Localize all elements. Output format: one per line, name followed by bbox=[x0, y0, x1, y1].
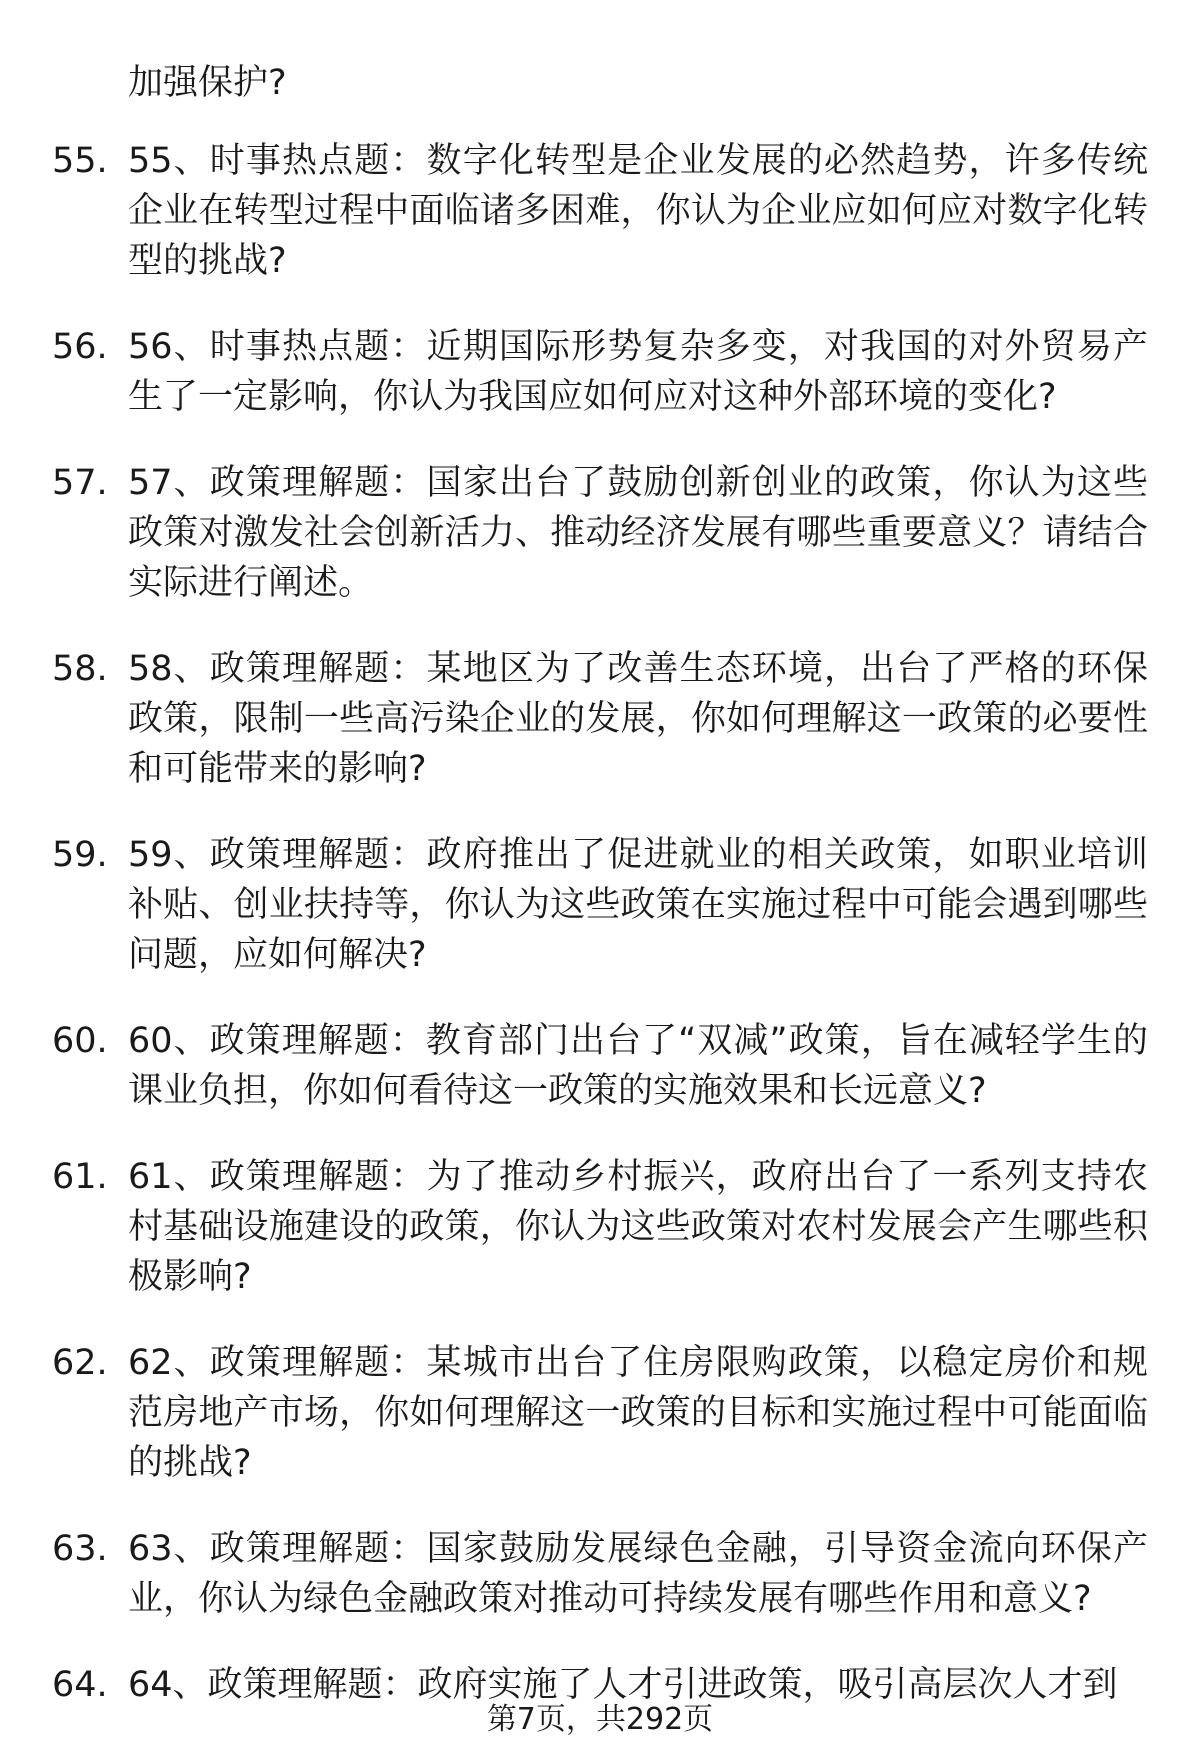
continuation-text: 加强保护? bbox=[128, 63, 287, 103]
question-number: 58. bbox=[52, 649, 108, 689]
question-text: 59、政策理解题：政府推出了促进就业的相关政策，如职业培训补贴、创业扶持等，你认为这些政策在实施过程中可能会遇到哪些问题，应如何解决? bbox=[128, 835, 1148, 975]
question-item bbox=[0, 136, 1200, 286]
question-item bbox=[0, 458, 1200, 608]
question-item bbox=[0, 322, 1200, 422]
question-number: 61. bbox=[52, 1157, 108, 1197]
question-text: 55、时事热点题：数字化转型是企业发展的必然趋势，许多传统企业在转型过程中面临诸多困难，你认为企业应如何应对数字化转型的挑战? bbox=[128, 141, 1148, 281]
question-item bbox=[0, 1152, 1200, 1302]
question-number: 62. bbox=[52, 1343, 108, 1383]
question-text: 63、政策理解题：国家鼓励发展绿色金融，引导资金流向环保产业，你认为绿色金融政策对推动可持续发展有哪些作用和意义? bbox=[128, 1529, 1148, 1619]
question-number: 60. bbox=[52, 1021, 108, 1061]
question-text: 64、政策理解题：政府实施了人才引进政策，吸引高层次人才到 bbox=[128, 1665, 1118, 1705]
page-number: 第7页，共292页 bbox=[486, 1702, 714, 1737]
question-number: 59. bbox=[52, 835, 108, 875]
question-text: 58、政策理解题：某地区为了改善生态环境，出台了严格的环保政策，限制一些高污染企业的发展，你如何理解这一政策的必要性和可能带来的影响? bbox=[128, 649, 1148, 789]
question-item bbox=[0, 644, 1200, 794]
question-text: 57、政策理解题：国家出台了鼓励创新创业的政策，你认为这些政策对激发社会创新活力、推动经济发展有哪些重要意义？请结合实际进行阐述。 bbox=[128, 463, 1148, 603]
question-item bbox=[0, 1016, 1200, 1116]
question-number: 56. bbox=[52, 327, 108, 367]
question-text: 60、政策理解题：教育部门出台了“双减”政策，旨在减轻学生的课业负担，你如何看待这一政策的实施效果和长远意义? bbox=[128, 1021, 1148, 1111]
question-text: 62、政策理解题：某城市出台了住房限购政策，以稳定房价和规范房地产市场，你如何理解这一政策的目标和实施过程中可能面临的挑战? bbox=[128, 1343, 1148, 1483]
question-list bbox=[0, 136, 1200, 1746]
question-text: 56、时事热点题：近期国际形势复杂多变，对我国的对外贸易产生了一定影响，你认为我国应如何应对这种外部环境的变化? bbox=[128, 327, 1148, 417]
question-number: 63. bbox=[52, 1529, 108, 1569]
question-item bbox=[0, 1524, 1200, 1624]
question-text: 61、政策理解题：为了推动乡村振兴，政府出台了一系列支持农村基础设施建设的政策，你认为这些政策对农村发展会产生哪些积极影响? bbox=[128, 1157, 1148, 1297]
question-number: 57. bbox=[52, 463, 108, 503]
question-number: 55. bbox=[52, 141, 108, 181]
question-item bbox=[0, 1338, 1200, 1488]
question-item bbox=[0, 830, 1200, 980]
question-number: 64. bbox=[52, 1665, 108, 1705]
